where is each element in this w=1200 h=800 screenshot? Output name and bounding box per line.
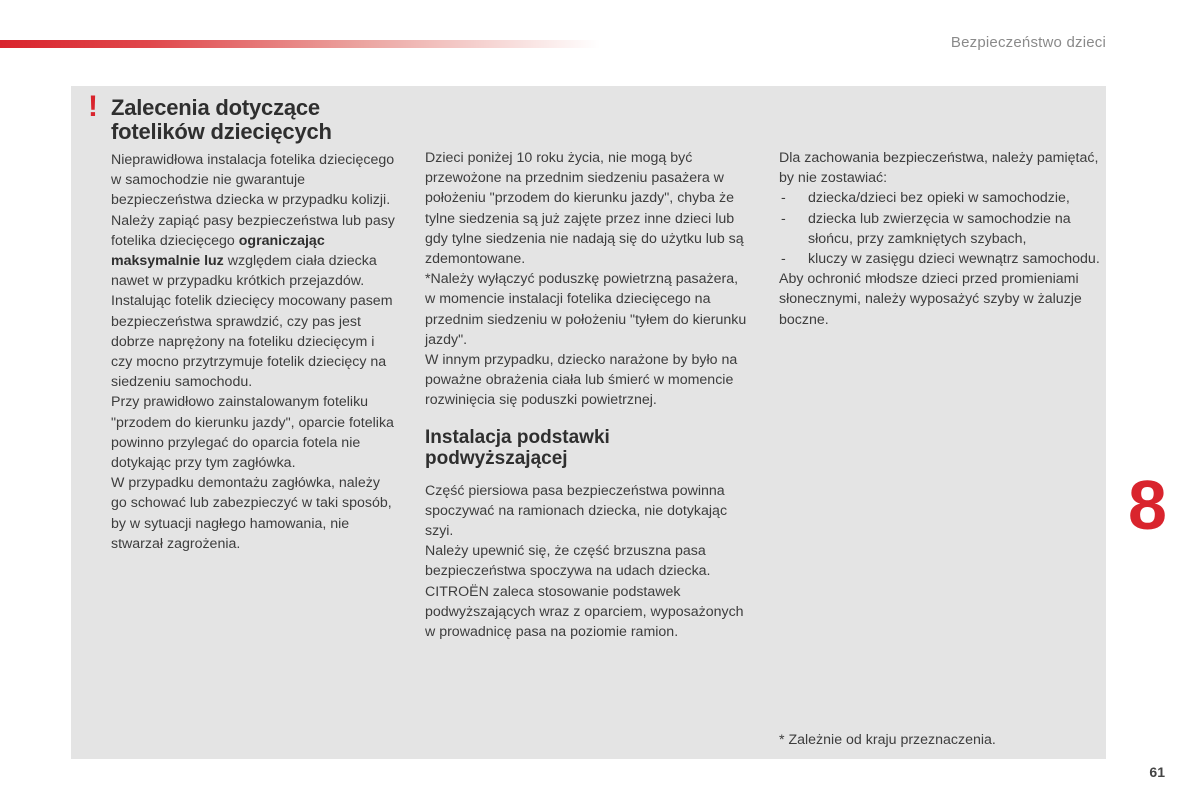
paragraph: W przypadku demontażu zagłówka, należy go schować lub zabezpieczyć w taki sposób, by w sytuacji nagłego hamowania, nie stwarzał zagrożenia. bbox=[111, 475, 392, 552]
bullet-marker: - bbox=[781, 190, 786, 207]
section-title: Bezpieczeństwo dzieci bbox=[950, 34, 1106, 51]
paragraph: Dzieci poniżej 10 roku życia, nie mogą być przewożone na przednim siedzeniu pasażera w położeniu "przodem do kierunku jazdy", chyba że tylne siedzenia są już zajęte przez inne dzieci lub gdy tylne siedzenia nie nadają się do użytku lub są zdemontowane. bbox=[425, 150, 744, 268]
text-run: względem ciała dziecka nawet w przypadku krótkich przejazdów. bbox=[111, 253, 377, 290]
bullet-marker: - bbox=[781, 251, 786, 268]
paragraph: CITROËN zaleca stosowanie podstawek podwyższających wraz z oparciem, wyposażonych w prowadnicę pasa na poziomie ramion. bbox=[425, 583, 744, 641]
paragraph: Nieprawidłowa instalacja fotelika dziecięcego w samochodzie nie gwarantuje bezpieczeństwa dziecka w przypadku kolizji. bbox=[111, 152, 395, 209]
subheading-line-2: podwyższającej bbox=[425, 447, 568, 469]
list-item bbox=[779, 249, 1104, 269]
emphasis-text: ograniczając maksymalnie luz bbox=[111, 232, 325, 270]
paragraph: Instalując fotelik dziecięcy mocowany pasem bezpieczeństwa sprawdzić, czy pas jest dobrze naprężony na foteliku dziecięcym i czy mocno przytrzymuje fotelik dziecięcy na siedzeniu samochodu. bbox=[111, 293, 393, 391]
list-item-text: kluczy w zasięgu dzieci wewnątrz samochodu. bbox=[808, 251, 1100, 268]
footnote: * Zależnie od kraju przeznaczenia. bbox=[779, 732, 996, 748]
paragraph: Dla zachowania bezpieczeństwa, należy pamiętać, by nie zostawiać: bbox=[779, 150, 1099, 187]
heading-line-2: fotelików dziecięcych bbox=[111, 119, 332, 144]
paragraph: Aby ochronić młodsze dzieci przed promieniami słonecznymi, należy wyposażyć szyby w żaluzje boczne. bbox=[779, 271, 1082, 328]
chapter-number: 8 bbox=[1128, 466, 1167, 544]
list-item-text: dziecka lub zwierzęcia w samochodzie na słońcu, przy zamkniętych szybach, bbox=[808, 210, 1071, 247]
heading-line-1: Zalecenia dotyczące bbox=[111, 95, 320, 120]
paragraph: Przy prawidłowo zainstalowanym foteliku "przodem do kierunku jazdy", oparcie fotelika powinno przylegać do oparcia fotela nie dotykając przy tym zagłówka. bbox=[111, 394, 394, 472]
list-item bbox=[779, 188, 1104, 208]
list-item bbox=[779, 209, 1104, 249]
column-3 bbox=[779, 148, 1104, 330]
page-number: 61 bbox=[1149, 764, 1165, 780]
subheading bbox=[425, 427, 750, 469]
paragraph: Część piersiowa pasa bezpieczeństwa powinna spoczywać na ramionach dziecka, nie dotykając szyi. bbox=[425, 482, 728, 540]
paragraph bbox=[111, 211, 396, 292]
paragraph: *Należy wyłączyć poduszkę powietrzną pasażera, w momencie instalacji fotelika dziecięcego na przednim siedzeniu w położeniu "tyłem do kierunku jazdy". bbox=[425, 271, 747, 348]
list-item-text: dziecka/dzieci bez opieki w samochodzie, bbox=[808, 190, 1070, 207]
column-1 bbox=[111, 150, 396, 554]
subheading-line-1: Instalacja podstawki bbox=[425, 426, 610, 448]
paragraph: Należy upewnić się, że część brzuszna pasa bezpieczeństwa spoczywa na udach dziecka. bbox=[425, 543, 711, 580]
paragraph: W innym przypadku, dziecko narażone by było na poważne obrażenia ciała lub śmierć w momencie rozwinięcia się poduszki powietrznej. bbox=[425, 352, 738, 409]
column-2 bbox=[425, 148, 750, 642]
warning-icon: ! bbox=[88, 90, 98, 123]
header-accent-bar bbox=[0, 40, 600, 48]
bullet-marker: - bbox=[781, 210, 786, 227]
page-heading bbox=[111, 96, 411, 144]
text-run: Należy zapiąć pasy bezpieczeństwa lub pasy fotelika dziecięcego bbox=[111, 212, 395, 249]
